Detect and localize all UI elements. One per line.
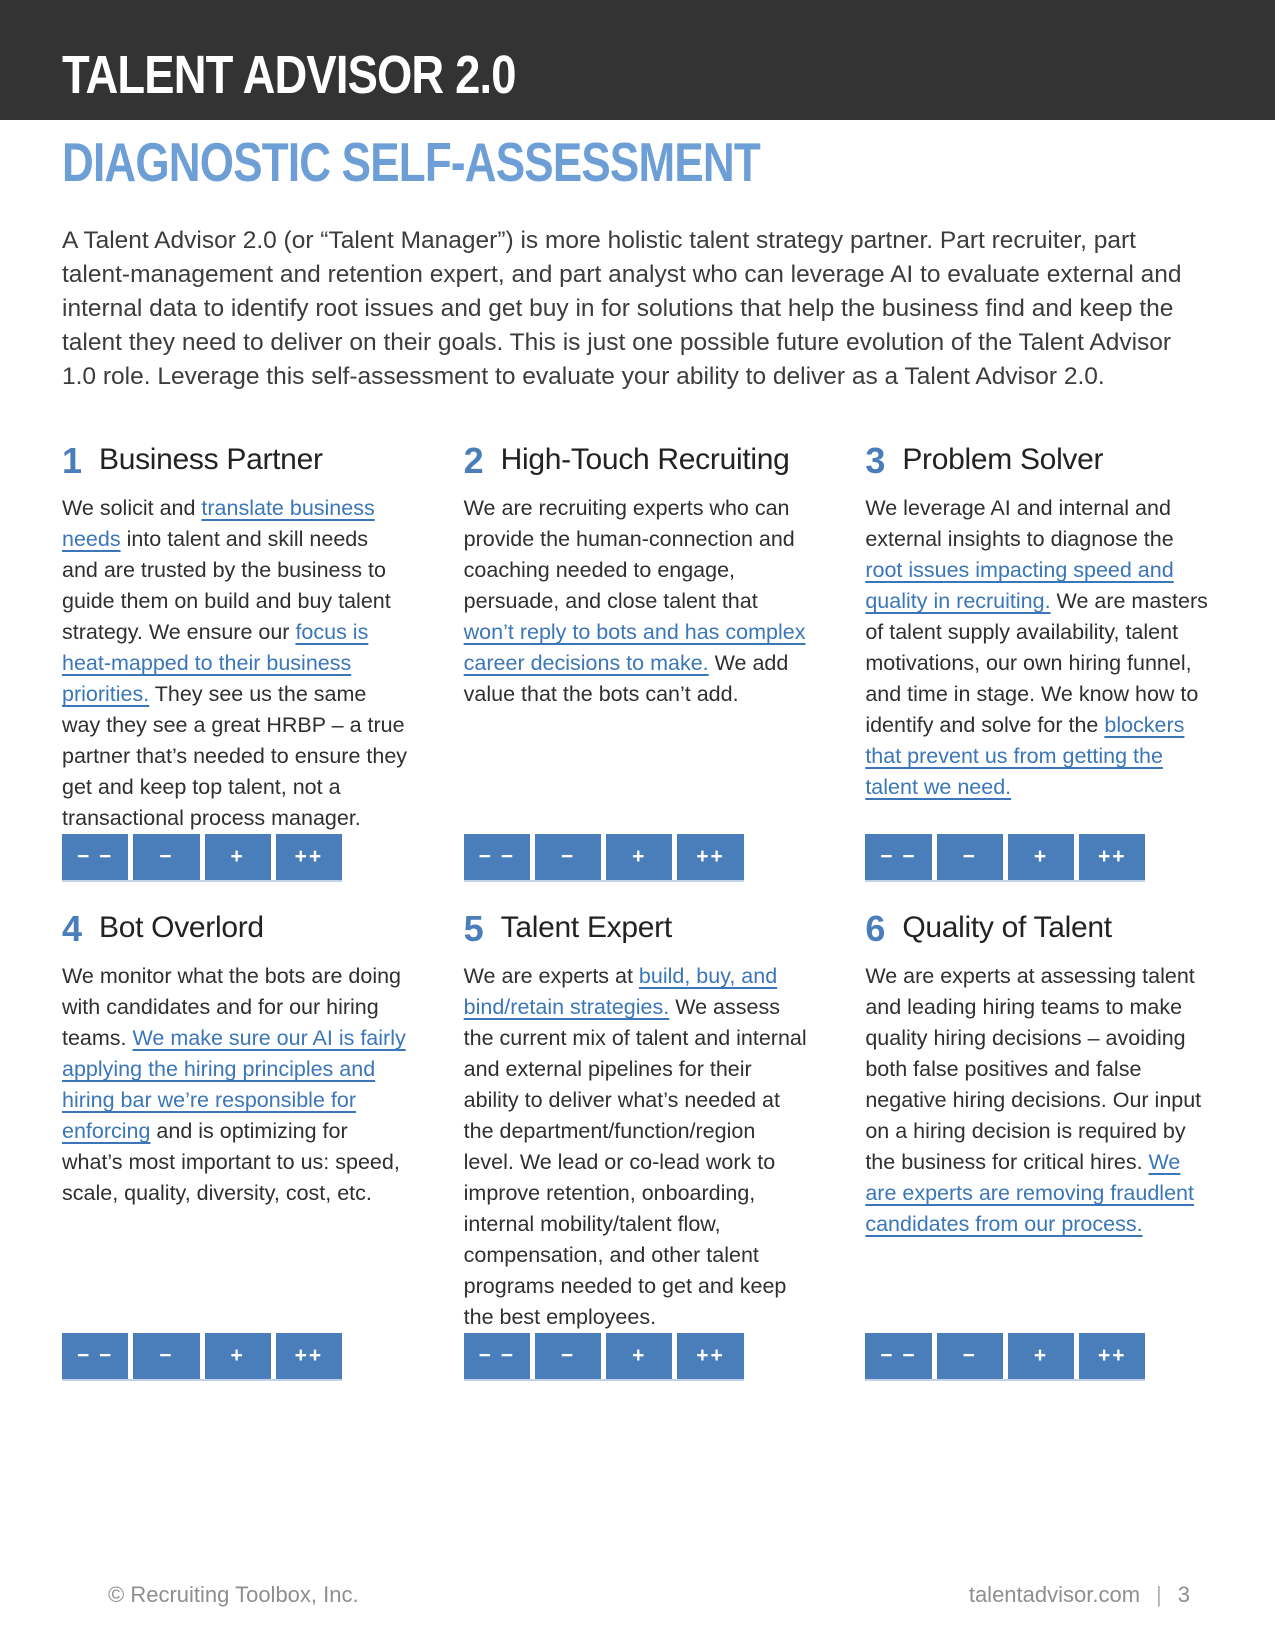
section-title: Bot Overlord xyxy=(99,911,264,944)
section-body xyxy=(464,493,814,710)
section-title: Quality of Talent xyxy=(902,911,1112,944)
rating-option-plus-plus[interactable]: ++ xyxy=(677,1333,743,1379)
rating-option-minus[interactable]: − xyxy=(535,834,601,880)
section-number: 2 xyxy=(463,440,484,481)
body-text: We are masters of talent supply availability, talent motivations, our own hiring funnel, and time in stage. We know how to identify and solve for the xyxy=(865,589,1208,737)
body-text: We are experts at assessing talent and leading hiring teams to make quality hiring decisions – avoiding both false positives and false negative hiring decisions. Our input on a hiring decision is required by the business for critical hires. xyxy=(865,964,1202,1174)
body-text: We add value that the bots can’t add. xyxy=(463,651,789,706)
inline-link[interactable]: build, buy, and bind/retain strategies. xyxy=(463,964,778,1019)
rating-option-minus[interactable]: − xyxy=(133,1333,199,1379)
body-text: We are recruiting experts who can provide the human-connection and coaching needed to engage, persuade, and close talent that xyxy=(463,496,795,613)
inline-link[interactable]: won’t reply to bots and has complex career decisions to make. xyxy=(463,620,806,675)
body-text: We assess the current mix of talent and internal and external pipelines for their ability to deliver what’s needed at the department/function/region level. We lead or co-lead work to improve retention, onboarding, internal mobility/talent flow, compensation, and other talent programs needed to get and keep the best employees. xyxy=(463,995,807,1329)
footer-page-number: 3 xyxy=(1177,1582,1190,1607)
section-heading xyxy=(62,442,412,480)
rating-option-minus-minus[interactable]: − − xyxy=(62,834,128,880)
section-number: 3 xyxy=(865,440,886,481)
section-heading xyxy=(62,910,412,948)
section-title: Business Partner xyxy=(99,443,323,476)
section-body xyxy=(865,493,1215,803)
section-body xyxy=(865,961,1215,1240)
rating-option-minus[interactable]: − xyxy=(937,834,1003,880)
page-footer xyxy=(0,1582,1275,1608)
rating-option-plus[interactable]: + xyxy=(1008,1333,1074,1379)
rating-option-minus-minus[interactable]: − − xyxy=(62,1333,128,1379)
rating-option-plus[interactable]: + xyxy=(1008,834,1074,880)
inline-link[interactable]: We are experts are removing fraudlent candidates from our process. xyxy=(865,1150,1194,1236)
intro-paragraph: A Talent Advisor 2.0 (or “Talent Manager”) is more holistic talent strategy partner. Part recruiter, part talent-management and retention expert, and part analyst who can leverage AI to evaluate external and internal data to identify root issues and get buy in for solutions that help the business find and keep the talent they need to deliver on their goals. This is just one possible future evolution of the Talent Advisor 1.0 role. Leverage this self-assessment to evaluate your ability to deliver as a Talent Advisor 2.0. xyxy=(62,227,1182,390)
rating-option-minus-minus[interactable]: − − xyxy=(865,834,931,880)
inline-link[interactable]: root issues impacting speed and quality in recruiting. xyxy=(865,558,1174,613)
inline-link[interactable]: focus is heat-mapped to their business priorities. xyxy=(62,620,369,706)
section-heading xyxy=(865,442,1215,480)
rating-option-minus[interactable]: − xyxy=(133,834,199,880)
copyright-text: © Recruiting Toolbox, Inc. xyxy=(108,1582,359,1607)
rating-option-minus[interactable]: − xyxy=(937,1333,1003,1379)
rating-option-plus[interactable]: + xyxy=(205,1333,271,1379)
rating-option-plus-plus[interactable]: ++ xyxy=(1079,834,1145,880)
body-text: We leverage AI and internal and external insights to diagnose the xyxy=(865,496,1174,551)
rating-option-plus-plus[interactable]: ++ xyxy=(276,834,342,880)
section-number: 6 xyxy=(865,908,886,949)
rating-option-minus-minus[interactable]: − − xyxy=(464,1333,530,1379)
rating-option-minus-minus[interactable]: − − xyxy=(464,834,530,880)
section-card-problem-solver xyxy=(865,442,1215,880)
footer-site-link[interactable]: talentadvisor.com xyxy=(968,1582,1141,1607)
section-title: High-Touch Recruiting xyxy=(500,443,790,476)
section-heading xyxy=(464,442,814,480)
header-band xyxy=(0,0,1275,120)
page-subtitle: DIAGNOSTIC SELF-ASSESSMENT xyxy=(62,131,760,193)
section-body xyxy=(464,961,814,1333)
section-heading xyxy=(865,910,1215,948)
body-text: We are experts at xyxy=(463,964,639,988)
section-title: Problem Solver xyxy=(902,443,1104,476)
rating-option-minus-minus[interactable]: − − xyxy=(865,1333,931,1379)
rating-scale xyxy=(865,834,1145,880)
rating-option-plus[interactable]: + xyxy=(606,834,672,880)
section-body xyxy=(62,493,412,834)
rating-scale xyxy=(62,834,342,880)
section-card-talent-expert xyxy=(464,910,814,1379)
page-title: TALENT ADVISOR 2.0 xyxy=(62,45,516,105)
inline-link[interactable]: translate business needs xyxy=(62,496,375,551)
rating-option-plus-plus[interactable]: ++ xyxy=(1079,1333,1145,1379)
section-heading xyxy=(464,910,814,948)
section-number: 4 xyxy=(62,908,83,949)
rating-scale xyxy=(865,1333,1145,1379)
section-card-bot-overlord xyxy=(62,910,412,1379)
rating-option-plus[interactable]: + xyxy=(606,1333,672,1379)
rating-option-plus-plus[interactable]: ++ xyxy=(276,1333,342,1379)
section-body xyxy=(62,961,412,1209)
body-text: They see us the same way they see a great HRBP – a true partner that’s needed to ensure they get and keep top talent, not a transactional process manager. xyxy=(62,682,408,830)
rating-option-plus-plus[interactable]: ++ xyxy=(677,834,743,880)
body-text: and is optimizing for what’s most important to us: speed, scale, quality, diversity, cost, etc. xyxy=(62,1119,400,1205)
body-text: into talent and skill needs and are trusted by the business to guide them on build and buy talent strategy. We ensure our xyxy=(62,527,391,644)
rating-option-minus[interactable]: − xyxy=(535,1333,601,1379)
section-card-quality-of-talent xyxy=(865,910,1215,1379)
footer-right xyxy=(969,1582,1190,1608)
rating-scale xyxy=(464,1333,744,1379)
section-card-business-partner xyxy=(62,442,412,880)
section-card-high-touch-recruiting xyxy=(464,442,814,880)
rating-scale xyxy=(464,834,744,880)
inline-link[interactable]: We make sure our AI is fairly applying the hiring principles and hiring bar we’re responsible for enforcing xyxy=(62,1026,406,1143)
sections-grid xyxy=(62,442,1215,1379)
rating-option-plus[interactable]: + xyxy=(205,834,271,880)
section-number: 5 xyxy=(463,908,484,949)
section-number: 1 xyxy=(62,440,83,481)
section-title: Talent Expert xyxy=(500,911,672,944)
footer-divider: | xyxy=(1156,1582,1162,1607)
body-text: We monitor what the bots are doing with candidates and for our hiring teams. xyxy=(62,964,402,1050)
inline-link[interactable]: blockers that prevent us from getting the talent we need. xyxy=(865,713,1185,799)
rating-scale xyxy=(62,1333,342,1379)
body-text: We solicit and xyxy=(62,496,202,520)
